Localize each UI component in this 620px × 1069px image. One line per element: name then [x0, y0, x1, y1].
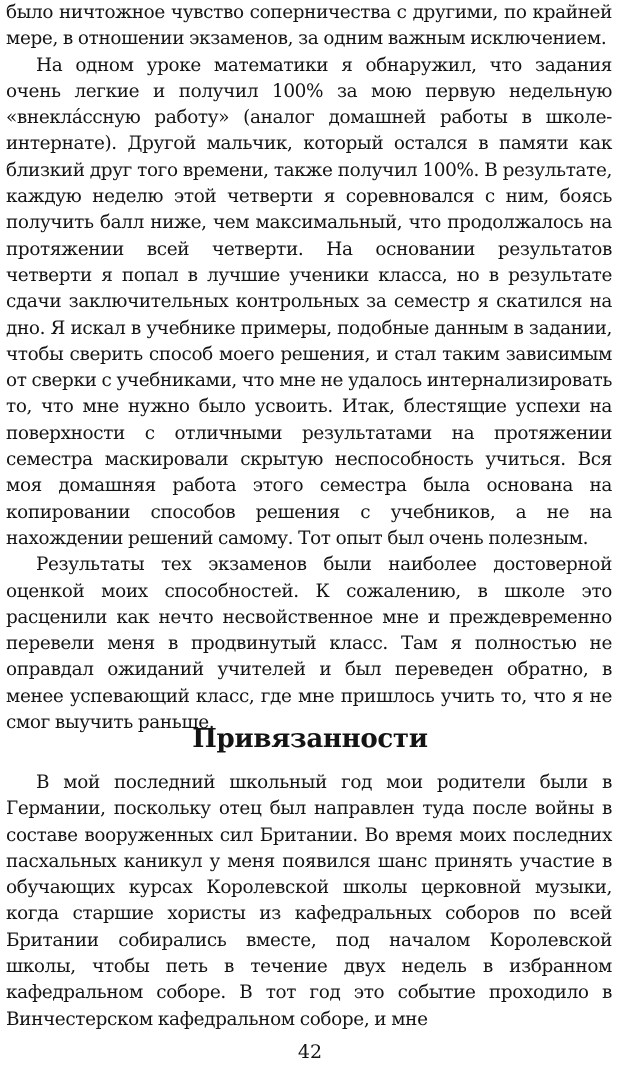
paragraph-exam-results: Результаты тех экзаменов были наиболее достоверной оценкой моих способностей. К сожалению, в школе это расценили как нечто несвойственное мне и преждевременно перевели меня в продвинутый класс. Там я полностью не оправдал ожиданий учителей и был переведен обратно, в менее успевающий класс, где мне пришлось учить то, что я не смог выучить раньше. [6, 554, 612, 734]
body-text-bottom [6, 770, 612, 1033]
paragraph-last-school-year: В мой последний школьный год мои родители были в Германии, поскольку отец был направлен туда после войны в составе вооруженных сил Британии. Во время моих последних пасхальных каникул у меня появился шанс принять участие в обучающих курсах Королевской школы церковной музыки, когда старшие хористы из кафедральных соборов по всей Британии собирались вместе, под началом Королевской школы, чтобы петь в течение двух недель в избранном кафедральном соборе. В тот год это событие проходило в Винчестерском кафедральном соборе, и мне [6, 772, 612, 1030]
body-text-top [6, 0, 612, 736]
paragraph-math-lesson: На одном уроке математики я обнаружил, что задания очень легкие и получил 100% за мою первую недельную «внеклáссную работу» (аналог домашней работы в школе-интернате). Другой мальчик, который остался в памяти как близкий друг того времени, также получил 100%. В результате, каждую неделю этой четверти я соревновался с ним, боясь получить балл ниже, чем максимальный, что продолжалось на протяжении всей четверти. На основании результатов четверти я попал в лучшие ученики класса, но в результате сдачи заключительных контрольных за семестр я скатился на дно. Я искал в учебнике примеры, подобные данным в задании, чтобы сверить способ моего решения, и стал таким зависимым от сверки с учебниками, что мне не удалось интернализировать то, что мне нужно было усвоить. Итак, блестящие успехи на поверхности с отличными результатами на протяжении семестра маскировали скрытую неспособность учиться. Вся моя домашняя работа этого семестра была основана на копировании способов решения с учебников, а не на нахождении решений самому. Тот опыт был очень полезным. [6, 54, 613, 549]
page-number: 42 [297, 1041, 323, 1063]
section-heading: Привязанности [192, 724, 428, 754]
paragraph-continued: было ничтожное чувство соперничества с другими, по крайней мере, в отношении экзаменов, за одним важным исключением. [6, 2, 612, 50]
